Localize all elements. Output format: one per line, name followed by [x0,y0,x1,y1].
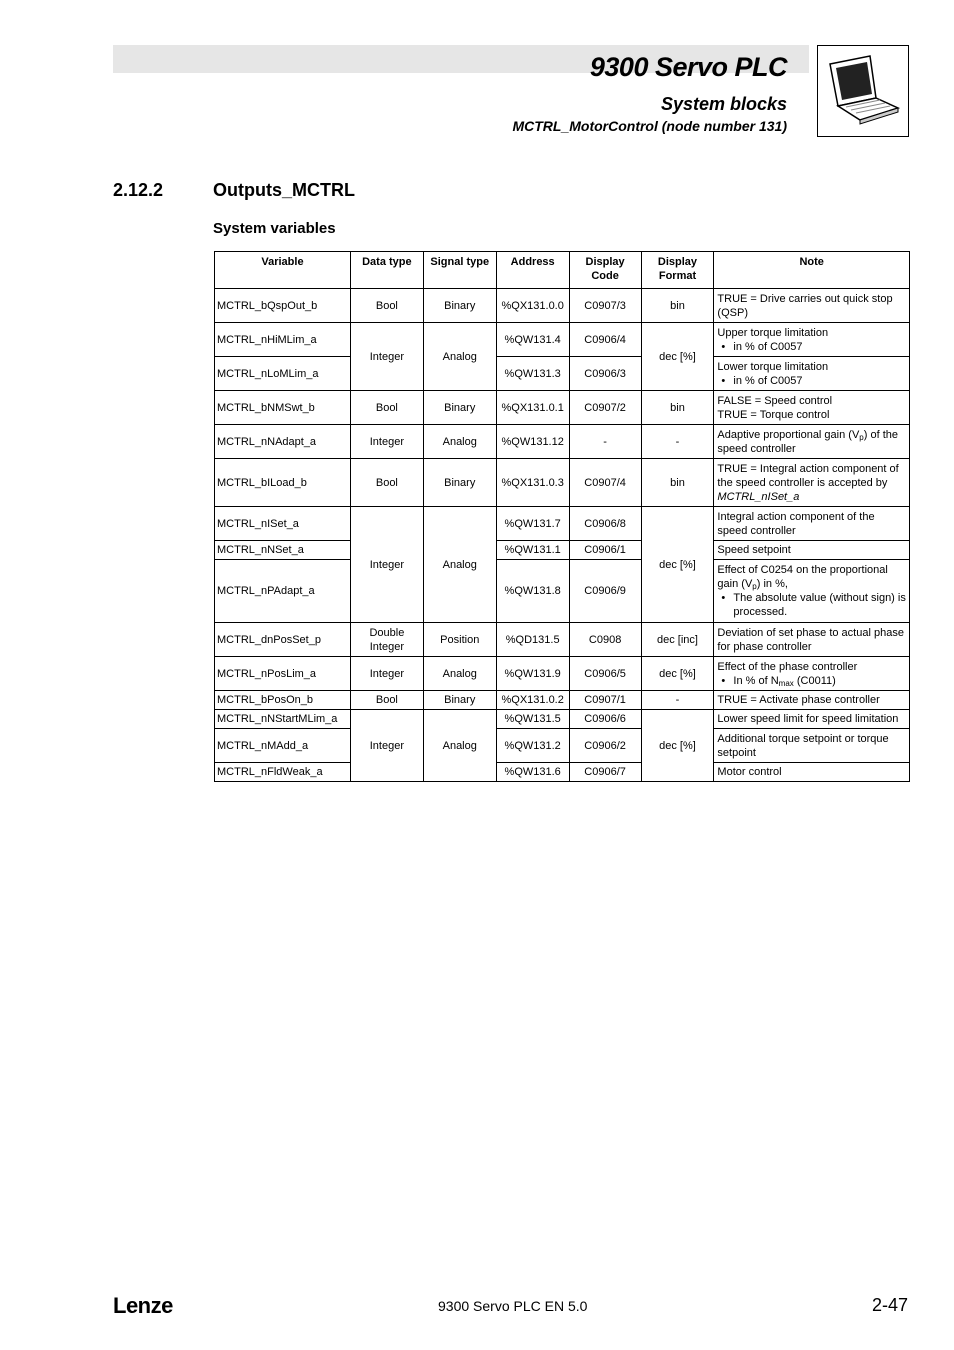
header-address: Address [496,252,569,289]
table-row: MCTRL_bPosOn_b Bool Binary %QX131.0.2 C0907/1 - TRUE = Activate phase controller [215,691,910,710]
header-data-type: Data type [350,252,423,289]
section-title: Outputs_MCTRL [213,180,355,200]
system-variables-table [214,251,910,782]
table-row: MCTRL_nISet_a Integer Analog %QW131.7 C0906/8 dec [%] Integral action component of the speed controller [215,507,910,541]
table-row: MCTRL_nPosLim_a Integer Analog %QW131.9 C0906/5 dec [%] Effect of the phase controller • In % of $N_{max}$ (C0011) [215,657,910,691]
lenze-logo: Lenze [113,1293,173,1318]
document-title: 9300 Servo PLC [589,52,787,82]
table-row: MCTRL_nLoMLim_a %QW131.3 C0906/3 Lower torque limitation • in % of C0057 [215,357,910,391]
header-variable: Variable [215,252,351,289]
chapter-title: System blocks [660,94,787,114]
page-number: 2-47 [871,1295,908,1315]
footer-document-id: 9300 Servo PLC EN 5.0 [438,1298,588,1314]
table-row: MCTRL_nNAdapt_a Integer Analog %QW131.12 - - Adaptive proportional gain $(V_p)$ of the speed controller [215,425,910,459]
section-number: 2.12.2 [113,180,164,200]
table-row: MCTRL_nMAdd_a %QW131.2 C0906/2 Additional torque setpoint or torque setpoint [215,729,910,763]
block-title: MCTRL_MotorControl (node number 131) [512,118,787,134]
table-row: MCTRL_nNStartMLim_a Integer Analog %QW131.5 C0906/6 dec [%] Lower speed limit for speed limitation [215,710,910,729]
table-row: MCTRL_dnPosSet_p Double Integer Position %QD131.5 C0908 dec [inc] Deviation of set phase to actual phase for phase controller [215,623,910,657]
header-note: Note [714,252,910,289]
table-row: MCTRL_bQspOut_b Bool Binary %QX131.0.0 C0907/3 bin TRUE = Drive carries out quick stop (QSP) [215,289,910,323]
table-row: MCTRL_nFldWeak_a %QW131.6 C0906/7 Motor control [215,763,910,782]
table-row: MCTRL_bNMSwt_b Bool Binary %QX131.0.1 C0907/2 bin FALSE = Speed control TRUE = Torque control [215,391,910,425]
table-header-row [215,252,910,289]
table-row: MCTRL_nPAdapt_a %QW131.8 C0906/9 Effect of C0254 on the proportional gain $(V_p)$ in %, • The absolute value (without sign) is processed. [215,560,910,623]
laptop-icon [817,45,909,137]
subsection-title: System variables [213,220,336,237]
table-row: MCTRL_bILoad_b Bool Binary %QX131.0.3 C0907/4 bin TRUE = Integral action component of the speed controller is accepted by MCTRL_nISet_a [215,459,910,507]
header-display-code: Display Code [569,252,641,289]
header-signal-type: Signal type [423,252,496,289]
table-row: MCTRL_nHiMLim_a Integer Analog %QW131.4 C0906/4 dec [%] Upper torque limitation • in % of C0057 [215,323,910,357]
table-row: MCTRL_nNSet_a %QW131.1 C0906/1 Speed setpoint [215,541,910,560]
header-display-format: Display Format [641,252,714,289]
